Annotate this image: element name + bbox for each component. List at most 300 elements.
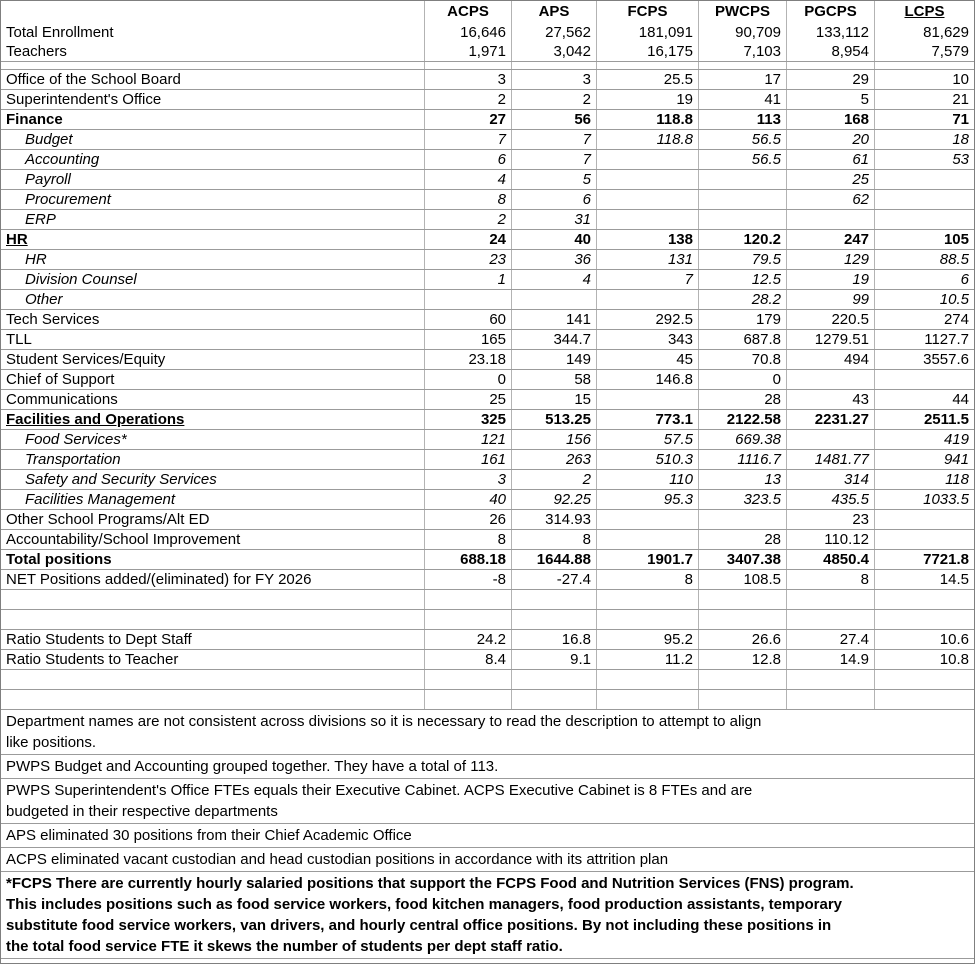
value-cell: 27 <box>424 110 511 129</box>
value-cell: 70.8 <box>698 350 786 369</box>
value-cell: 263 <box>511 450 596 469</box>
table-row <box>1 270 974 290</box>
footnote <box>1 779 974 824</box>
value-cell: 1033.5 <box>874 490 974 509</box>
value-cell: 56.5 <box>698 130 786 149</box>
footnotes <box>1 710 974 959</box>
value-cell: 6 <box>511 190 596 209</box>
value-cell: 4850.4 <box>786 550 874 569</box>
value-cell <box>511 690 596 709</box>
value-cell: 168 <box>786 110 874 129</box>
row-label: TLL <box>6 331 32 348</box>
value-cell <box>424 590 511 609</box>
value-cell: 14.9 <box>786 650 874 669</box>
value-cell: 141 <box>511 310 596 329</box>
value-cell <box>698 210 786 229</box>
table-row <box>1 370 974 390</box>
row-label <box>1 670 424 689</box>
note-line: budgeted in their respective departments <box>6 803 278 820</box>
value-cell: 343 <box>596 330 698 349</box>
value-cell: 0 <box>698 370 786 389</box>
value-cell: 16,175 <box>596 42 698 61</box>
row-label: Accounting <box>25 151 100 168</box>
value-cell: 118 <box>874 470 974 489</box>
row-label: ERP <box>25 211 56 228</box>
row-label: Finance <box>6 111 63 128</box>
row-label <box>1 590 424 609</box>
table-row <box>1 430 974 450</box>
value-cell: 2231.27 <box>786 410 874 429</box>
value-cell: 17 <box>698 70 786 89</box>
table-row <box>1 570 974 590</box>
value-cell: 27.4 <box>786 630 874 649</box>
value-cell: 56 <box>511 110 596 129</box>
value-cell <box>874 530 974 549</box>
value-cell: 8 <box>424 530 511 549</box>
value-cell: 44 <box>874 390 974 409</box>
value-cell <box>424 290 511 309</box>
value-cell: 4 <box>424 170 511 189</box>
value-cell <box>511 290 596 309</box>
value-cell: 58 <box>511 370 596 389</box>
value-cell: 95.3 <box>596 490 698 509</box>
value-cell: 13 <box>698 470 786 489</box>
row-label: Total Enrollment <box>6 23 114 41</box>
value-cell <box>424 62 511 69</box>
value-cell <box>874 690 974 709</box>
value-cell: 2511.5 <box>874 410 974 429</box>
value-cell <box>874 590 974 609</box>
value-cell: 81,629 <box>874 22 974 42</box>
value-cell <box>874 210 974 229</box>
row-label: Superintendent's Office <box>6 91 162 108</box>
value-cell: 3557.6 <box>874 350 974 369</box>
value-cell: 149 <box>511 350 596 369</box>
row-label <box>1 690 424 709</box>
table-row <box>1 22 974 42</box>
value-cell: 29 <box>786 70 874 89</box>
value-cell: 90,709 <box>698 22 786 42</box>
value-cell <box>874 610 974 629</box>
table-row <box>1 230 974 250</box>
value-cell: 105 <box>874 230 974 249</box>
value-cell: 494 <box>786 350 874 369</box>
table-row <box>1 190 974 210</box>
value-cell: 8.4 <box>424 650 511 669</box>
value-cell: 3 <box>511 70 596 89</box>
table-row <box>1 350 974 370</box>
value-cell: 5 <box>786 90 874 109</box>
value-cell <box>874 62 974 69</box>
positions-table <box>1 1 974 710</box>
value-cell: 120.2 <box>698 230 786 249</box>
row-label: Other School Programs/Alt ED <box>6 511 210 528</box>
row-label: Division Counsel <box>25 271 137 288</box>
value-cell: 179 <box>698 310 786 329</box>
row-label: Ratio Students to Teacher <box>6 651 179 668</box>
value-cell: 110 <box>596 470 698 489</box>
value-cell <box>596 62 698 69</box>
note-line: PWPS Budget and Accounting grouped together. They have a total of 113. <box>6 758 499 775</box>
value-cell <box>596 530 698 549</box>
value-cell: 314 <box>786 470 874 489</box>
value-cell <box>698 190 786 209</box>
value-cell: 6 <box>424 150 511 169</box>
table-row <box>1 470 974 490</box>
table-row <box>1 510 974 530</box>
value-cell <box>786 430 874 449</box>
table-row <box>1 110 974 130</box>
value-cell: 40 <box>511 230 596 249</box>
footnote <box>1 848 974 872</box>
value-cell <box>874 670 974 689</box>
value-cell: 5 <box>511 170 596 189</box>
table-row <box>1 70 974 90</box>
row-label: Payroll <box>25 171 71 188</box>
row-label: Accountability/School Improvement <box>6 531 241 548</box>
value-cell: 11.2 <box>596 650 698 669</box>
value-cell: 60 <box>424 310 511 329</box>
table-row <box>1 550 974 570</box>
value-cell: 161 <box>424 450 511 469</box>
row-label: Teachers <box>6 43 67 60</box>
value-cell: 27,562 <box>511 22 596 42</box>
table-row <box>1 410 974 430</box>
value-cell: 687.8 <box>698 330 786 349</box>
row-label: Communications <box>6 391 118 408</box>
value-cell: 165 <box>424 330 511 349</box>
value-cell: 56.5 <box>698 150 786 169</box>
value-cell <box>874 370 974 389</box>
value-cell <box>786 690 874 709</box>
value-cell: 18 <box>874 130 974 149</box>
column-header: FCPS <box>596 1 698 22</box>
value-cell: 26 <box>424 510 511 529</box>
value-cell: -27.4 <box>511 570 596 589</box>
value-cell: 19 <box>786 270 874 289</box>
row-label: Office of the School Board <box>6 71 181 88</box>
value-cell: 12.8 <box>698 650 786 669</box>
value-cell <box>786 590 874 609</box>
value-cell: 110.12 <box>786 530 874 549</box>
row-label: HR <box>6 231 28 248</box>
value-cell <box>874 510 974 529</box>
row-label: HR <box>25 251 47 268</box>
value-cell: -8 <box>424 570 511 589</box>
value-cell: 6 <box>874 270 974 289</box>
value-cell: 7,103 <box>698 42 786 61</box>
value-cell <box>511 610 596 629</box>
value-cell <box>596 290 698 309</box>
table-row <box>1 610 974 630</box>
value-cell: 3 <box>424 70 511 89</box>
value-cell: 2 <box>424 90 511 109</box>
value-cell: 26.6 <box>698 630 786 649</box>
value-cell: 108.5 <box>698 570 786 589</box>
corner-cell <box>1 1 424 22</box>
value-cell: 7 <box>596 270 698 289</box>
row-label: Budget <box>25 131 73 148</box>
note-line: Department names are not consistent across divisions so it is necessary to read the description to attempt to align <box>6 713 762 730</box>
table-row <box>1 390 974 410</box>
value-cell: 95.2 <box>596 630 698 649</box>
value-cell: 138 <box>596 230 698 249</box>
value-cell: 1279.51 <box>786 330 874 349</box>
value-cell: 10 <box>874 70 974 89</box>
value-cell <box>596 190 698 209</box>
value-cell: 57.5 <box>596 430 698 449</box>
table-row <box>1 690 974 710</box>
footnote <box>1 755 974 779</box>
value-cell: 8 <box>511 530 596 549</box>
value-cell <box>511 670 596 689</box>
value-cell: 99 <box>786 290 874 309</box>
value-cell <box>596 690 698 709</box>
value-cell: 23.18 <box>424 350 511 369</box>
value-cell: 121 <box>424 430 511 449</box>
table-row <box>1 630 974 650</box>
value-cell <box>596 210 698 229</box>
value-cell: 146.8 <box>596 370 698 389</box>
value-cell <box>424 670 511 689</box>
value-cell <box>698 62 786 69</box>
table-row <box>1 150 974 170</box>
value-cell: 669.38 <box>698 430 786 449</box>
value-cell <box>698 510 786 529</box>
value-cell: 7721.8 <box>874 550 974 569</box>
table-row <box>1 42 974 62</box>
value-cell: 513.25 <box>511 410 596 429</box>
value-cell <box>596 150 698 169</box>
value-cell: 16.8 <box>511 630 596 649</box>
row-label: Facilities Management <box>25 491 176 508</box>
table-row <box>1 62 974 70</box>
value-cell: 1901.7 <box>596 550 698 569</box>
value-cell <box>511 62 596 69</box>
value-cell <box>511 590 596 609</box>
column-header: LCPS <box>874 1 974 22</box>
table-row <box>1 530 974 550</box>
value-cell: 20 <box>786 130 874 149</box>
value-cell: 419 <box>874 430 974 449</box>
value-cell <box>596 510 698 529</box>
value-cell: 2122.58 <box>698 410 786 429</box>
table-row <box>1 290 974 310</box>
value-cell: 24.2 <box>424 630 511 649</box>
value-cell: 773.1 <box>596 410 698 429</box>
column-header: ACPS <box>424 1 511 22</box>
value-cell: 1481.77 <box>786 450 874 469</box>
note-line: *FCPS There are currently hourly salaried positions that support the FCPS Food and Nutrition Services (FNS) program. <box>6 875 854 892</box>
value-cell <box>698 610 786 629</box>
row-label <box>1 62 424 69</box>
value-cell: 8 <box>786 570 874 589</box>
value-cell: 25 <box>786 170 874 189</box>
value-cell: 62 <box>786 190 874 209</box>
value-cell: 156 <box>511 430 596 449</box>
value-cell: 19 <box>596 90 698 109</box>
row-label: Safety and Security Services <box>25 471 217 488</box>
value-cell: 25 <box>424 390 511 409</box>
value-cell: 7 <box>511 130 596 149</box>
value-cell <box>786 370 874 389</box>
note-line: ACPS eliminated vacant custodian and head custodian positions in accordance with its attrition plan <box>6 851 669 868</box>
column-header: APS <box>511 1 596 22</box>
value-cell: 325 <box>424 410 511 429</box>
value-cell <box>786 610 874 629</box>
row-label <box>1 610 424 629</box>
value-cell: 292.5 <box>596 310 698 329</box>
value-cell: 113 <box>698 110 786 129</box>
table-row <box>1 170 974 190</box>
value-cell: 2 <box>424 210 511 229</box>
value-cell: 131 <box>596 250 698 269</box>
footnote <box>1 872 974 959</box>
value-cell <box>596 610 698 629</box>
value-cell: 92.25 <box>511 490 596 509</box>
note-line: the total food service FTE it skews the number of students per dept staff ratio. <box>6 938 563 955</box>
value-cell: 7 <box>511 150 596 169</box>
value-cell: 7 <box>424 130 511 149</box>
value-cell: 133,112 <box>786 22 874 42</box>
footnote <box>1 710 974 755</box>
value-cell: 4 <box>511 270 596 289</box>
value-cell: 21 <box>874 90 974 109</box>
value-cell <box>698 670 786 689</box>
note-line: APS eliminated 30 positions from their Chief Academic Office <box>6 827 412 844</box>
table-row <box>1 210 974 230</box>
value-cell: 24 <box>424 230 511 249</box>
value-cell: 7,579 <box>874 42 974 61</box>
column-header: PGCPS <box>786 1 874 22</box>
value-cell <box>874 190 974 209</box>
value-cell: 43 <box>786 390 874 409</box>
value-cell: 28 <box>698 390 786 409</box>
value-cell: 8 <box>424 190 511 209</box>
row-label: NET Positions added/(eliminated) for FY 2026 <box>6 571 312 588</box>
value-cell: 8,954 <box>786 42 874 61</box>
value-cell: 45 <box>596 350 698 369</box>
table-row <box>1 130 974 150</box>
value-cell <box>698 690 786 709</box>
value-cell <box>596 170 698 189</box>
value-cell <box>786 670 874 689</box>
value-cell: 941 <box>874 450 974 469</box>
value-cell: 314.93 <box>511 510 596 529</box>
value-cell: 129 <box>786 250 874 269</box>
header-row <box>1 1 974 22</box>
table-row <box>1 250 974 270</box>
value-cell: 9.1 <box>511 650 596 669</box>
value-cell: 10.8 <box>874 650 974 669</box>
column-header: PWCPS <box>698 1 786 22</box>
value-cell: 61 <box>786 150 874 169</box>
note-line: substitute food service workers, van drivers, and hourly central office positions. By not including these positions in <box>6 917 832 934</box>
value-cell: 16,646 <box>424 22 511 42</box>
row-label: Tech Services <box>6 311 100 328</box>
value-cell: 510.3 <box>596 450 698 469</box>
value-cell: 435.5 <box>786 490 874 509</box>
row-label: Total positions <box>6 551 112 568</box>
value-cell: 118.8 <box>596 130 698 149</box>
table-row <box>1 650 974 670</box>
note-line: like positions. <box>6 734 97 751</box>
value-cell: 247 <box>786 230 874 249</box>
value-cell: 79.5 <box>698 250 786 269</box>
value-cell <box>786 62 874 69</box>
value-cell: 1,971 <box>424 42 511 61</box>
table-row <box>1 310 974 330</box>
table-row <box>1 590 974 610</box>
value-cell: 14.5 <box>874 570 974 589</box>
row-label: Ratio Students to Dept Staff <box>6 631 192 648</box>
value-cell: 88.5 <box>874 250 974 269</box>
value-cell: 181,091 <box>596 22 698 42</box>
value-cell: 344.7 <box>511 330 596 349</box>
value-cell: 220.5 <box>786 310 874 329</box>
value-cell <box>424 610 511 629</box>
value-cell: 25.5 <box>596 70 698 89</box>
value-cell: 0 <box>424 370 511 389</box>
value-cell: 23 <box>786 510 874 529</box>
row-label: Student Services/Equity <box>6 351 166 368</box>
note-line: This includes positions such as food service workers, food kitchen managers, food production assistants, temporary <box>6 896 843 913</box>
value-cell: 1127.7 <box>874 330 974 349</box>
row-label: Facilities and Operations <box>6 411 185 428</box>
value-cell: 3407.38 <box>698 550 786 569</box>
value-cell: 15 <box>511 390 596 409</box>
value-cell: 118.8 <box>596 110 698 129</box>
value-cell: 10.6 <box>874 630 974 649</box>
value-cell <box>698 170 786 189</box>
row-label: Food Services* <box>25 431 127 448</box>
value-cell <box>786 210 874 229</box>
value-cell <box>596 390 698 409</box>
table-row <box>1 330 974 350</box>
footnote <box>1 824 974 848</box>
value-cell: 41 <box>698 90 786 109</box>
value-cell: 323.5 <box>698 490 786 509</box>
value-cell: 28.2 <box>698 290 786 309</box>
value-cell <box>424 690 511 709</box>
row-label: Other <box>25 291 63 308</box>
table-row <box>1 490 974 510</box>
table-row <box>1 450 974 470</box>
value-cell: 40 <box>424 490 511 509</box>
value-cell: 53 <box>874 150 974 169</box>
value-cell: 8 <box>596 570 698 589</box>
value-cell: 2 <box>511 90 596 109</box>
value-cell <box>874 170 974 189</box>
value-cell: 1116.7 <box>698 450 786 469</box>
value-cell: 12.5 <box>698 270 786 289</box>
value-cell: 10.5 <box>874 290 974 309</box>
value-cell <box>596 670 698 689</box>
value-cell: 28 <box>698 530 786 549</box>
value-cell: 274 <box>874 310 974 329</box>
value-cell: 1644.88 <box>511 550 596 569</box>
value-cell: 71 <box>874 110 974 129</box>
note-line: PWPS Superintendent's Office FTEs equals their Executive Cabinet. ACPS Executive Cabinet is 8 FTEs and are <box>6 782 753 799</box>
value-cell: 23 <box>424 250 511 269</box>
value-cell: 2 <box>511 470 596 489</box>
row-label: Transportation <box>25 451 121 468</box>
value-cell <box>596 590 698 609</box>
table-row <box>1 670 974 690</box>
value-cell <box>698 590 786 609</box>
value-cell: 31 <box>511 210 596 229</box>
value-cell: 36 <box>511 250 596 269</box>
